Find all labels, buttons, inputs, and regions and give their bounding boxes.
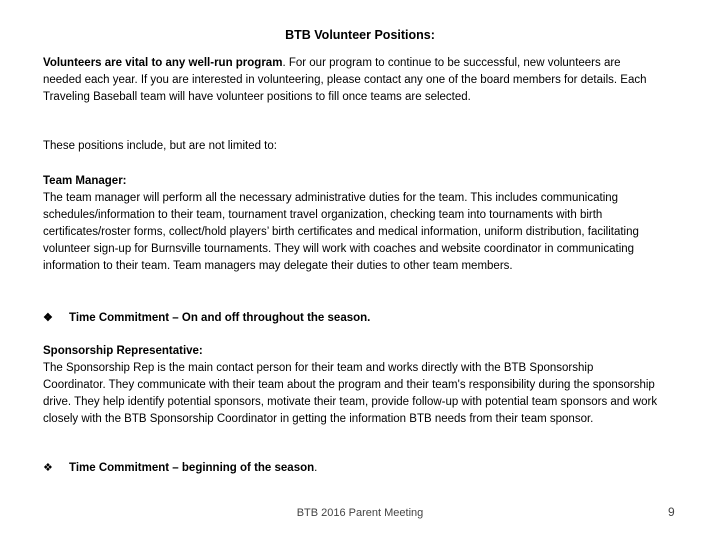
sponsorship-rep-time-commitment [43, 460, 317, 477]
sponsorship-rep-section [43, 343, 658, 428]
team-manager-time-commitment [43, 310, 370, 327]
diamond-bullet-icon: ❖ [43, 462, 53, 474]
team-manager-time-text: Time Commitment – On and off throughout the season. [69, 312, 371, 324]
page-title: BTB Volunteer Positions: [285, 28, 435, 42]
sponsorship-rep-body: The Sponsorship Rep is the main contact person for their team and works directly with the BTB Sponsorship Coordinator. They communicate with their team about the program and their team's responsibility during the sponsorship drive. They help identify potential sponsors, motivate their team, provide follow-up with potential team sponsors and work closely with the BTB Sponsorship Coordinator in getting the information BTB needs from their team sponsor. [43, 362, 658, 425]
diamond-bullet-icon: ❖ [43, 312, 53, 324]
team-manager-section [43, 173, 658, 275]
sponsorship-rep-heading: Sponsorship Representative: [43, 345, 203, 357]
team-manager-body: The team manager will perform all the necessary administrative duties for the team. This includes communicating schedules/information to their team, tournament travel organization, checking team into tournaments with birth certificates/roster forms, collect/hold players’ birth certificates and medical information, uniform distribution, facilitating volunteer sign-up for Burnsville tournaments. They will work with coaches and website coordinator in communicating information to their team. Team managers may delegate their duties to other team members. [43, 192, 639, 272]
footer-text: BTB 2016 Parent Meeting [296, 507, 424, 519]
intro-rest: . For our program to continue to be successful, new volunteers are needed each year. If you are interested in volunteering, please contact any one of the board members for details. Each Traveling Baseball team will have volunteer positions to fill once teams are selected. [43, 57, 647, 103]
includes-text: These positions include, but are not limited to: [43, 140, 277, 152]
team-manager-heading: Team Manager: [43, 175, 127, 187]
sponsorship-rep-time-tail: . [314, 462, 318, 474]
sponsorship-rep-time-text: Time Commitment – beginning of the season [69, 462, 315, 474]
page-number: 9 [668, 505, 675, 519]
intro-paragraph [43, 55, 658, 106]
intro-lead: Volunteers are vital to any well-run program [43, 57, 283, 69]
